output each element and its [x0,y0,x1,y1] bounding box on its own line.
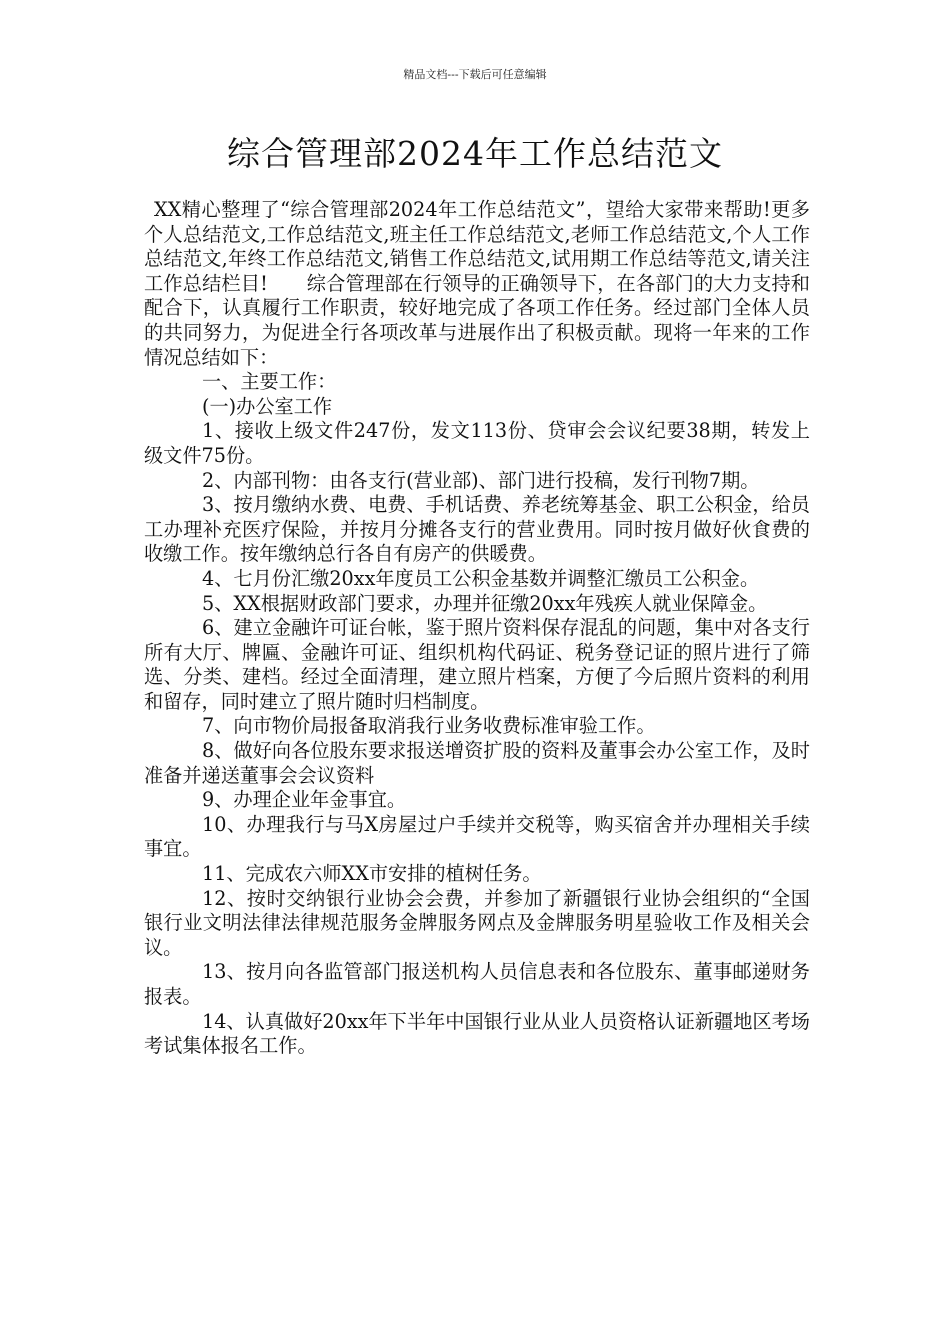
list-item: 3、按月缴纳水费、电费、手机话费、养老统筹基金、职工公积金，给员工办理补充医疗保险，并按月分摊各支行的营业费用。同时按月做好伙食费的收缴工作。按年缴纳总行各自有房产的供暖费。 [144,493,810,566]
list-item: 7、向市物价局报备取消我行业务收费标准审验工作。 [202,714,656,738]
list-item: 6、建立金融许可证台帐，鉴于照片资料保存混乱的问题，集中对各支行所有大厅、牌匾、金融许可证、组织机构代码证、税务登记证的照片进行了筛选、分类、建档。经过全面清理，建立照片档案，方便了今后照片资料的利用和留存，同时建立了照片随时归档制度。 [144,616,810,713]
intro-paragraph: XX精心整理了“综合管理部2024年工作总结范文”，望给大家带来帮助!更多个人总结范文,工作总结范文,班主任工作总结范文,老师工作总结范文,个人工作总结范文,年终工作总结范文,销售工作总结范文,试用期工作总结等范文,请关注工作总结栏目! 综合管理部在行领导的正确领导下，在各部门的大力支持和配合下，认真履行工作职责，较好地完成了各项工作任务。经过部门全体人员的共同努力，为促进全行各项改革与进展作出了积极贡献。现将一年来的工作情况总结如下： [144,198,810,369]
list-item: 1、接收上级文件247份，发文113份、贷审会会议纪要38期，转发上级文件75份。 [144,419,810,467]
list-item: 2、内部刊物：由各支行(营业部)、部门进行投稿，发行刊物7期。 [202,468,760,492]
section-heading: 一、主要工作： [202,370,337,394]
document-title: 综合管理部2024年工作总结范文 [227,134,723,173]
list-item: 12、按时交纳银行业协会会费，并参加了新疆银行业协会组织的“全国银行业文明法律法律规范服务金牌服务网点及金牌服务明星验收工作及相关会议。 [144,886,810,959]
list-item: 13、按月向各监管部门报送机构人员信息表和各位股东、董事邮递财务报表。 [144,960,810,1008]
header-note: 精品文档---下载后可任意编辑 [403,68,547,81]
list-item: 11、完成农六师XX市安排的植树任务。 [202,862,542,886]
list-item: 14、认真做好20xx年下半年中国银行业从业人员资格认证新疆地区考场考试集体报名工作。 [144,1009,810,1058]
list-item: 5、XX根据财政部门要求，办理并征缴20xx年残疾人就业保障金。 [202,591,768,615]
subsection-heading: (一)办公室工作 [202,394,333,418]
list-item: 8、做好向各位股东要求报送增资扩股的资料及董事会办公室工作，及时准备并递送董事会会议资料 [144,739,810,787]
list-item: 4、七月份汇缴20xx年度员工公积金基数并调整汇缴员工公积金。 [202,566,760,590]
document-body [144,198,810,1059]
list-item: 9、办理企业年金事宜。 [202,788,407,812]
list-item: 10、办理我行与马X房屋过户手续并交税等，购买宿舍并办理相关手续事宜。 [144,812,810,861]
